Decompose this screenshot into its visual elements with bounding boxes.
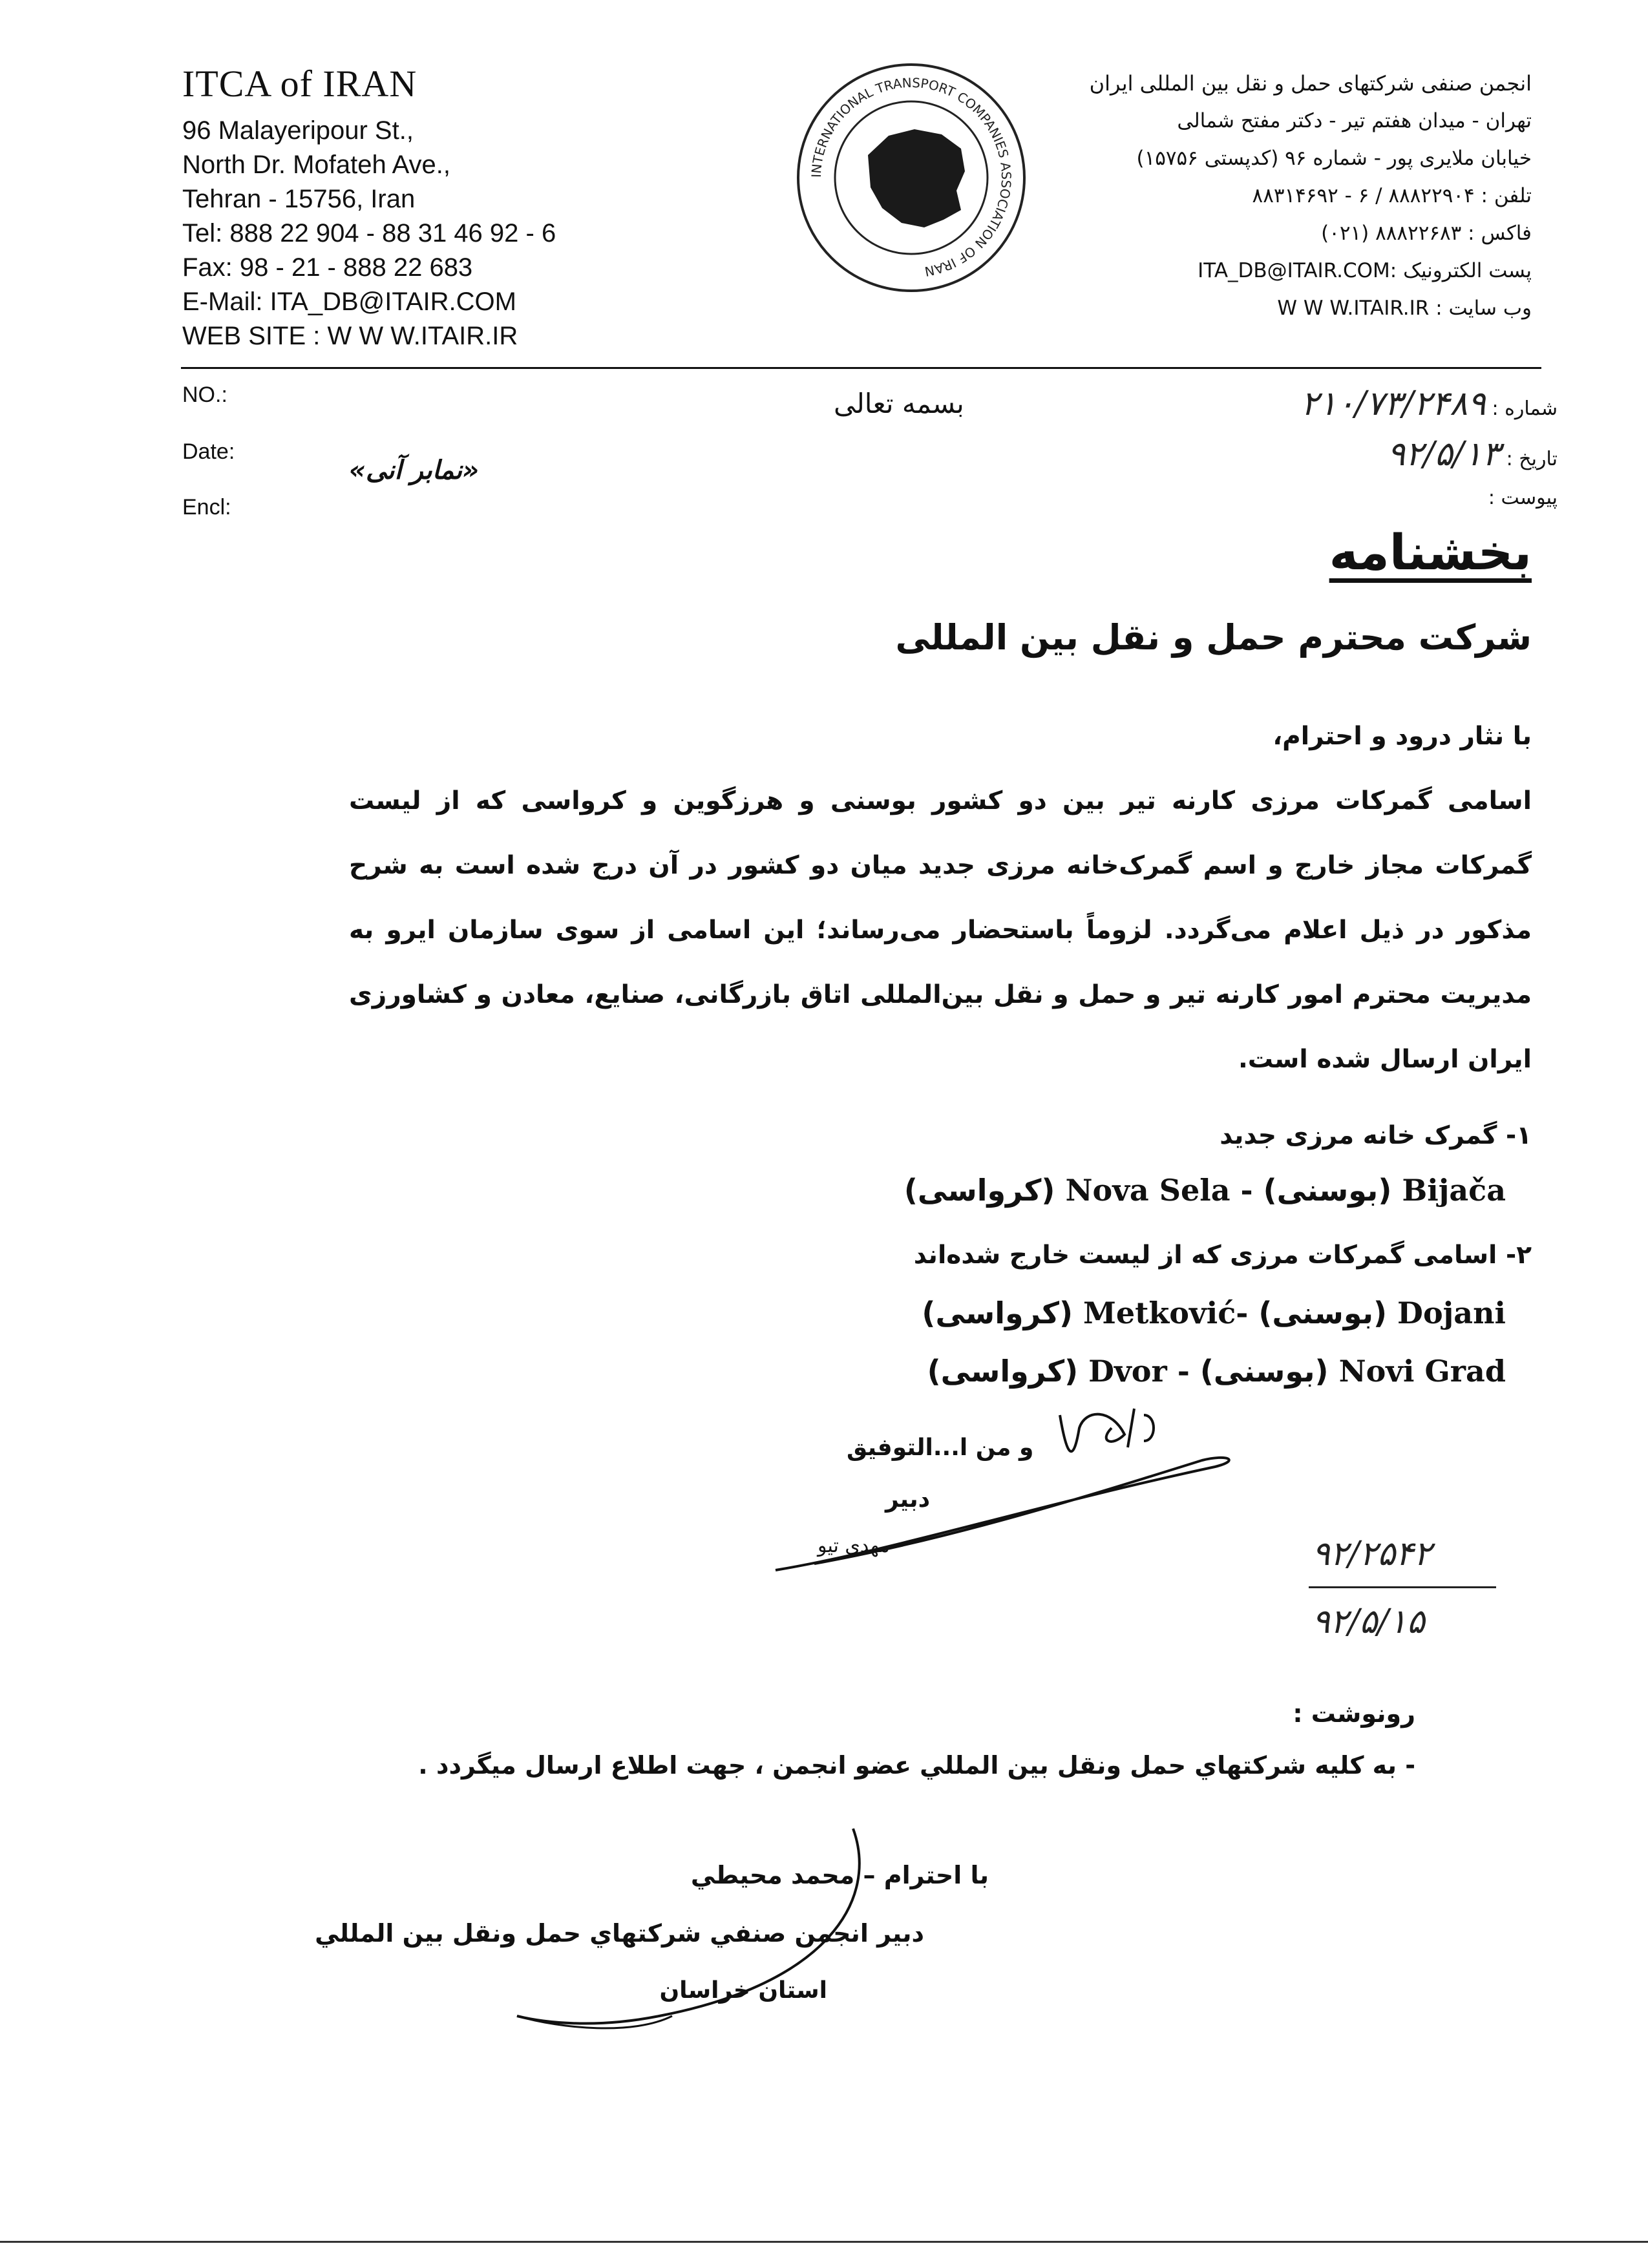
footer-secretary-title: دبیر انجمن صنفي شرکتهاي حمل ونقل بین المللي xyxy=(315,1919,924,1948)
customs-country: (کرواسی) xyxy=(903,1173,1055,1208)
iran-map-icon xyxy=(868,129,965,227)
signer-title: دبیر xyxy=(885,1486,931,1513)
fax-note: «نمابر آنی» xyxy=(349,456,480,485)
basmala: بسمه تعالی xyxy=(834,388,964,419)
address-fa-line: تلفن : ۸۸۸۲۲۹۰۴ / ۶ - ۸۸۳۱۴۶۹۲ xyxy=(1252,184,1532,207)
org-name-fa: انجمن صنفی شرکتهای حمل و نقل بین المللی ایران xyxy=(1089,71,1532,96)
address-en-line: Fax: 98 - 21 - 888 22 683 xyxy=(182,253,473,282)
customs-country: (کرواسی) xyxy=(927,1354,1079,1389)
org-name-en: ITCA of IRAN xyxy=(182,63,417,105)
customs-country: (بوسنی) xyxy=(1263,1173,1392,1208)
list2-heading: ۲- اسامی گمرکات مرزی که از لیست خارج شده‌اند xyxy=(913,1241,1532,1270)
signer-name: مهدی تیو xyxy=(818,1535,890,1557)
address-en-line: Tel: 888 22 904 - 88 31 46 92 - 6 xyxy=(182,219,556,247)
date-value: ۹۲/۵/۱۳ xyxy=(1387,435,1501,474)
customs-country: (بوسنی) xyxy=(1199,1354,1329,1389)
encl-label: Encl: xyxy=(182,495,231,520)
customs-country: (بوسنی) xyxy=(1258,1296,1388,1330)
customs-name: Novi Grad xyxy=(1338,1354,1506,1389)
date-label-fa: تاریخ : xyxy=(1506,448,1558,470)
list1-item xyxy=(904,1173,1506,1208)
list2-item xyxy=(927,1354,1506,1389)
address-fa-line: پست الکترونیک :ITA_DB@ITAIR.COM xyxy=(1198,259,1532,282)
greeting: با نثار درود و احترام، xyxy=(1273,722,1532,751)
registration-divider xyxy=(1309,1586,1496,1588)
number-value: ۲۱۰/۷۳/۲۴۸۹ xyxy=(1300,384,1486,423)
customs-name: -Metković xyxy=(1083,1296,1249,1330)
registration-number: ۹۲/۲۵۴۲ xyxy=(1312,1535,1432,1573)
logo-ring-text: INTERNATIONAL TRANSPORT COMPANIES ASSOCIATION OF IRAN xyxy=(808,74,1015,280)
recipient: شرکت محترم حمل و نقل بین المللی xyxy=(895,617,1532,658)
footer-secretary-place: استان خراسان xyxy=(659,1977,827,2004)
address-fa-line: تهران - میدان هفتم تیر - دکتر مفتح شمالی xyxy=(1177,109,1532,132)
address-en-line: E-Mail: ITA_DB@ITAIR.COM xyxy=(182,288,516,316)
number-label: شماره : xyxy=(1492,397,1558,420)
address-en-line: 96 Malayeripour St., xyxy=(182,116,414,145)
date-label: Date: xyxy=(182,439,235,464)
closing-phrase: و من ا...التوفیق xyxy=(847,1434,1034,1461)
signature-2 xyxy=(465,1822,885,2042)
footer-regards: با احترام – محمد محیطي xyxy=(690,1861,989,1889)
customs-name: Dojani xyxy=(1397,1296,1506,1330)
address-fa-line: وب سایت : W W W.ITAIR.IR xyxy=(1277,297,1532,320)
customs-name: - Dvor xyxy=(1088,1354,1190,1389)
customs-name: - Nova Sela xyxy=(1065,1173,1253,1208)
no-label: NO.: xyxy=(182,383,227,407)
registration-date: ۹۲/۵/۱۵ xyxy=(1312,1602,1425,1641)
document-title: بخشنامه xyxy=(1329,523,1532,581)
bottom-divider xyxy=(0,2241,1648,2243)
address-en-line: Tehran - 15756, Iran xyxy=(182,185,416,213)
itca-logo-seal xyxy=(792,58,1031,297)
customs-country: (کرواسی) xyxy=(922,1296,1073,1330)
list1-heading: ۱- گمرک خانه مرزی جدید xyxy=(1220,1121,1532,1150)
address-fa-line: خیابان ملایری پور - شماره ۹۶ (کدپستی ۱۵۷۵۶) xyxy=(1136,147,1532,170)
list2-item xyxy=(922,1296,1506,1330)
body-paragraph: اسامی گمرکات مرزی کارنه تیر بین دو کشور بوسنی و هرزگوین و کرواسی که از لیست گمرکات مجاز خارج و اسم گمرک‌خانه مرزی جدید میان دو کشور در آن درج شده است به شرح مذکور در ذیل اعلام می‌گردد. لزوماً باستحضار می‌رساند؛ این اسامی از سوی سازمان ایرو به مدیریت محترم امور کارنه تیر و حمل و نقل بین‌المللی اتاق بازرگانی، صنایع، معادن و کشاورزی ایران ارسال شده است. xyxy=(349,786,1532,1074)
attachment-label: پیوست : xyxy=(1488,487,1558,509)
address-en-block xyxy=(182,114,556,353)
letter-meta xyxy=(1301,375,1558,527)
header-divider xyxy=(181,367,1541,369)
address-fa-block xyxy=(1090,65,1532,327)
address-fa-line: فاکس : ۸۸۸۲۲۶۸۳ (۰۲۱) xyxy=(1321,222,1532,245)
address-en-line: North Dr. Mofateh Ave., xyxy=(182,151,451,179)
signature-1 xyxy=(763,1389,1267,1583)
customs-name: Bijača xyxy=(1402,1173,1506,1208)
address-en-line: WEB SITE : W W W.ITAIR.IR xyxy=(182,322,518,350)
letter-body xyxy=(349,704,1532,1092)
cc-text: - به کلیه شرکتهاي حمل ونقل بین المللي عضو انجمن ، جهت اطلاع ارسال میگردد . xyxy=(418,1751,1415,1780)
cc-label: رونوشت : xyxy=(1293,1699,1415,1728)
